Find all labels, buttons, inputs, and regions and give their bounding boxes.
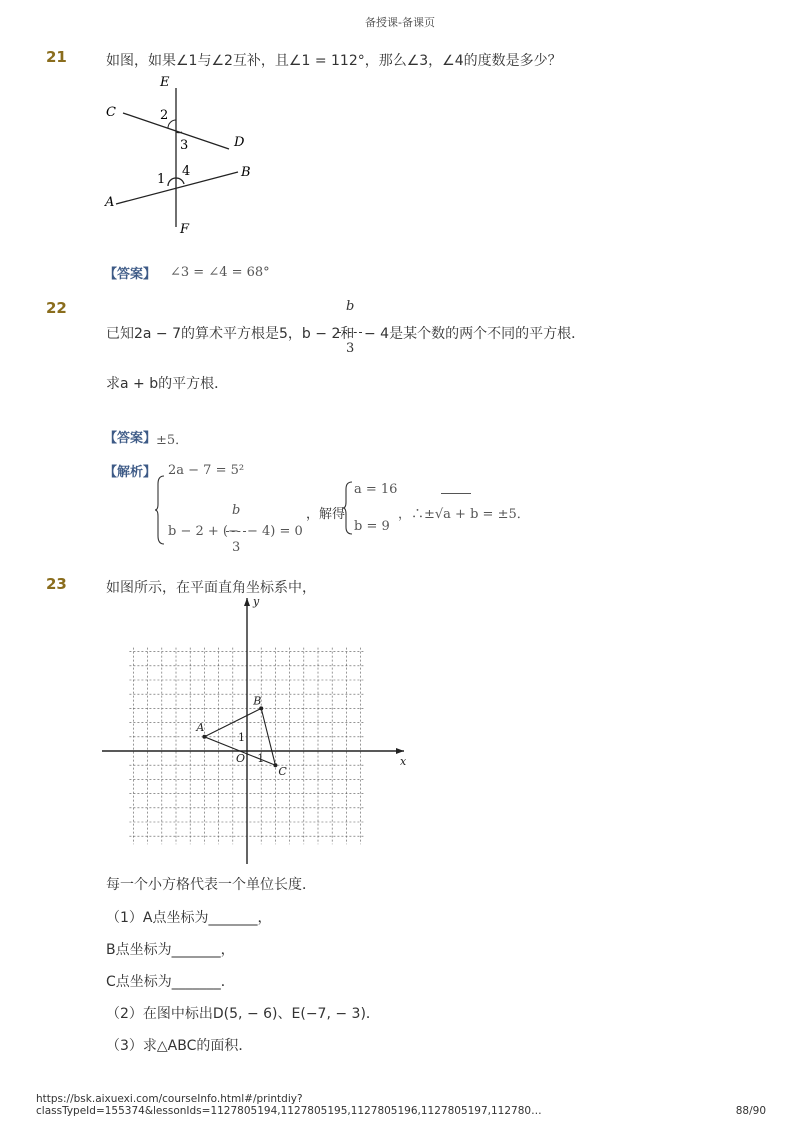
q21-answer: ∠3 = ∠4 = 68°: [170, 265, 270, 280]
q22-analysis-tag: 【解析】: [104, 465, 157, 480]
point-c: [273, 763, 277, 767]
conclusion: ，∴±√a + b = ±5．: [398, 507, 530, 522]
question-23-text: 如图所示，在平面直角坐标系中，: [106, 580, 316, 596]
label-2: 2: [160, 108, 169, 123]
label-d: D: [234, 135, 245, 150]
line-ab: [116, 172, 238, 204]
q23-line6: （3）求△ABC的面积．: [106, 1038, 253, 1054]
page-header: 备授课-备课页: [365, 16, 435, 29]
question-number-23: 23: [46, 575, 67, 593]
sys2-line1: a = 16: [354, 482, 398, 497]
x-axis-arrow: [396, 748, 404, 754]
q22-frac-num: b: [346, 299, 355, 314]
page-number: 88/90: [735, 1105, 766, 1117]
footer-url[interactable]: https://bsk.aixuexi.com/courseInfo.html#/printdiy?classTypeId=155374&lessonIds=1127805194,1127805195,1127805196,1127805197,112780…: [36, 1093, 542, 1117]
q23-line2: （1）A点坐标为_______，: [106, 910, 272, 926]
sys1-frac-den: 3: [232, 540, 241, 555]
q22-answer-tag: 【答案】: [104, 431, 157, 446]
sys1-line1: 2a − 7 = 5²: [168, 463, 245, 478]
solve-word: ，解得: [306, 507, 346, 522]
q22-answer: ±5．: [156, 433, 189, 448]
q21-answer-tag: 【答案】: [104, 267, 157, 282]
angle-2-arc: [168, 120, 176, 128]
question-21-text: 如图，如果∠1与∠2互补，且∠1 = 112°，那么∠3，∠4的度数是多少？: [106, 53, 562, 69]
q23-line1: 每一个小方格代表一个单位长度．: [106, 877, 316, 893]
origin-label: O: [236, 752, 246, 765]
axis-y-label: y: [253, 595, 260, 608]
label-b: B: [241, 165, 251, 180]
label-3: 3: [180, 138, 189, 153]
q22-frac-bar: [338, 332, 362, 333]
q22-frac-den: 3: [346, 341, 355, 356]
point-label-a: A: [196, 720, 205, 734]
label-e: E: [160, 75, 170, 90]
sys1-frac-num: b: [232, 503, 241, 518]
q23-line4: C点坐标为_______．: [106, 974, 235, 990]
point-label-c: C: [278, 765, 287, 779]
angle-1-arc: [168, 178, 176, 186]
sys1-line2-post: − 4) = 0: [247, 524, 303, 539]
label-4: 4: [182, 164, 191, 179]
label-a: A: [105, 195, 115, 210]
axis-x-label: x: [400, 755, 407, 768]
q23-line5: （2）在图中标出D(5, − 6)、E(−7, − 3)．: [106, 1006, 380, 1022]
point-a: [202, 735, 206, 739]
system-brace-2: [342, 480, 354, 536]
question-number-21: 21: [46, 48, 67, 66]
question-22-text-a: 已知2a − 7的算术平方根是5，b − 2和: [106, 326, 355, 342]
question-22-text-b: − 4是某个数的两个不同的平方根．: [364, 326, 586, 342]
question-number-22: 22: [46, 299, 67, 317]
unit-x-label: 1: [257, 752, 265, 765]
label-c: C: [106, 105, 116, 120]
point-label-b: B: [253, 694, 262, 708]
unit-y-label: 1: [238, 730, 245, 744]
q23-line3: B点坐标为_______，: [106, 942, 235, 958]
sys2-line2: b = 9: [354, 519, 390, 534]
question-22-text-c: 求a + b的平方根．: [106, 376, 229, 392]
label-1: 1: [157, 172, 166, 187]
label-f: F: [180, 222, 190, 237]
y-axis-arrow: [244, 598, 250, 606]
coordinate-grid-figure: [100, 594, 410, 866]
sys1-line2-pre: b − 2 + (−: [168, 524, 239, 539]
sqrt-overline: [441, 493, 471, 494]
sys1-frac-bar: [226, 531, 246, 532]
system-brace-1: [154, 474, 166, 546]
q21-figure: [96, 70, 276, 240]
